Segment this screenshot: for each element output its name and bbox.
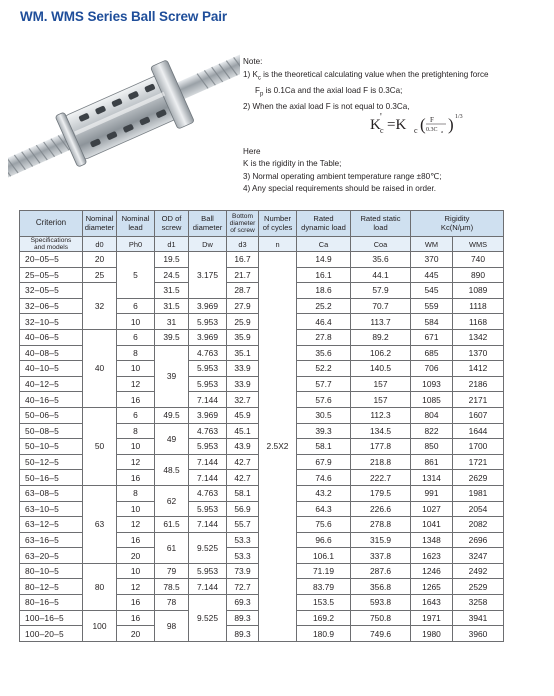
cell-od: 61 <box>155 532 189 563</box>
cell-ca: 64.3 <box>297 501 351 517</box>
cell-lead: 12 <box>117 454 155 470</box>
cell-model: 100–20–5 <box>20 626 83 642</box>
cell-ball: 5.953 <box>189 501 227 517</box>
cell-wm: 804 <box>411 407 453 423</box>
cell-d0: 50 <box>83 407 117 485</box>
cell-ball: 7.144 <box>189 470 227 486</box>
col-rated-dynamic: Rated dynamic load <box>297 211 351 237</box>
cell-d3: 73.9 <box>227 563 259 579</box>
cell-coa: 35.6 <box>351 252 411 268</box>
cell-wm: 861 <box>411 454 453 470</box>
cell-lead: 10 <box>117 314 155 330</box>
svg-text:0.3C: 0.3C <box>426 127 438 133</box>
cell-model: 25–05–5 <box>20 267 83 283</box>
col-rigidity: Rigidity Kc(N/μm) <box>411 211 504 237</box>
cell-lead: 8 <box>117 423 155 439</box>
cell-ca: 18.6 <box>297 283 351 299</box>
cell-d0: 32 <box>83 283 117 330</box>
cell-d3: 45.9 <box>227 407 259 423</box>
cell-coa: 177.8 <box>351 439 411 455</box>
cell-model: 40–08–5 <box>20 345 83 361</box>
cell-wm: 685 <box>411 345 453 361</box>
cell-lead: 20 <box>117 548 155 564</box>
cell-wm: 1971 <box>411 610 453 626</box>
cell-wms: 2186 <box>453 376 504 392</box>
cell-wm: 706 <box>411 361 453 377</box>
col-nominal-lead: Nominal lead <box>117 211 155 237</box>
cell-ca: 74.6 <box>297 470 351 486</box>
cell-lead: 16 <box>117 532 155 548</box>
sub-d3: d3 <box>227 237 259 252</box>
cell-lead: 6 <box>117 298 155 314</box>
svg-text:(: ( <box>420 115 426 134</box>
cell-od: 98 <box>155 610 189 641</box>
cell-coa: 70.7 <box>351 298 411 314</box>
cell-wm: 850 <box>411 439 453 455</box>
cell-ball: 4.763 <box>189 345 227 361</box>
cell-d0: 63 <box>83 485 117 563</box>
cell-ca: 75.6 <box>297 517 351 533</box>
cell-model: 50–06–5 <box>20 407 83 423</box>
cell-wms: 1118 <box>453 298 504 314</box>
cell-model: 63–08–5 <box>20 485 83 501</box>
svg-text:K: K <box>370 117 381 133</box>
cell-coa: 140.5 <box>351 361 411 377</box>
cell-wms: 2696 <box>453 532 504 548</box>
cell-model: 50–16–5 <box>20 470 83 486</box>
svg-text:': ' <box>380 112 382 123</box>
rigidity-formula <box>368 108 478 140</box>
cell-od: 39 <box>155 345 189 407</box>
cell-coa: 157 <box>351 376 411 392</box>
cell-od: 31.5 <box>155 298 189 314</box>
ball-screw-photo <box>8 36 240 194</box>
cell-wm: 1246 <box>411 563 453 579</box>
cell-wms: 2171 <box>453 392 504 408</box>
sub-wms: WMS <box>453 237 504 252</box>
cell-model: 63–16–5 <box>20 532 83 548</box>
cell-ball: 7.144 <box>189 454 227 470</box>
cell-lead: 12 <box>117 579 155 595</box>
cell-ca: 71.19 <box>297 563 351 579</box>
cell-coa: 226.6 <box>351 501 411 517</box>
cell-od: 31 <box>155 314 189 330</box>
sub-d0: d0 <box>83 237 117 252</box>
cell-ca: 58.1 <box>297 439 351 455</box>
cell-model: 63–10–5 <box>20 501 83 517</box>
cell-wms: 3247 <box>453 548 504 564</box>
cell-ball: 4.763 <box>189 485 227 501</box>
cell-od: 78 <box>155 595 189 611</box>
cell-coa: 112.3 <box>351 407 411 423</box>
cell-coa: 157 <box>351 392 411 408</box>
cell-ball: 5.953 <box>189 376 227 392</box>
cell-coa: 44.1 <box>351 267 411 283</box>
cell-ball: 9.525 <box>189 532 227 563</box>
cell-ca: 35.6 <box>297 345 351 361</box>
cell-ca: 30.5 <box>297 407 351 423</box>
cell-wms: 3258 <box>453 595 504 611</box>
cell-od: 24.5 <box>155 267 189 283</box>
cell-ball: 5.953 <box>189 361 227 377</box>
cell-model: 40–06–5 <box>20 329 83 345</box>
cell-d3: 21.7 <box>227 267 259 283</box>
cell-wm: 822 <box>411 423 453 439</box>
cell-ball: 5.953 <box>189 439 227 455</box>
sub-coa: Coa <box>351 237 411 252</box>
col-criterion: Criterion <box>20 211 83 237</box>
cell-wms: 1700 <box>453 439 504 455</box>
cell-ball: 3.175 <box>189 252 227 299</box>
cell-od: 62 <box>155 485 189 516</box>
cell-cycles: 2.5X2 <box>259 252 297 642</box>
cell-d3: 42.7 <box>227 454 259 470</box>
cell-d3: 32.7 <box>227 392 259 408</box>
cell-d3: 53.3 <box>227 532 259 548</box>
cell-ca: 46.4 <box>297 314 351 330</box>
cell-coa: 89.2 <box>351 329 411 345</box>
cell-wm: 1348 <box>411 532 453 548</box>
cell-d3: 53.3 <box>227 548 259 564</box>
cell-coa: 278.8 <box>351 517 411 533</box>
cell-lead: 12 <box>117 517 155 533</box>
sub-specs: Specifications and models <box>20 237 83 252</box>
cell-model: 63–20–5 <box>20 548 83 564</box>
cell-d3: 55.7 <box>227 517 259 533</box>
cell-od: 19.5 <box>155 252 189 268</box>
cell-ball: 3.969 <box>189 329 227 345</box>
cell-lead: 5 <box>117 252 155 299</box>
cell-coa: 134.5 <box>351 423 411 439</box>
cell-wms: 2629 <box>453 470 504 486</box>
cell-d3: 33.9 <box>227 376 259 392</box>
cell-ball: 3.969 <box>189 407 227 423</box>
spec-table <box>19 210 504 642</box>
cell-d0: 20 <box>83 252 117 268</box>
sub-ph0: Ph0 <box>117 237 155 252</box>
cell-wm: 1093 <box>411 376 453 392</box>
cell-lead: 16 <box>117 595 155 611</box>
cell-lead: 8 <box>117 345 155 361</box>
cell-d3: 72.7 <box>227 579 259 595</box>
cell-wms: 1721 <box>453 454 504 470</box>
cell-coa: 287.6 <box>351 563 411 579</box>
cell-coa: 315.9 <box>351 532 411 548</box>
cell-coa: 593.8 <box>351 595 411 611</box>
cell-d3: 25.9 <box>227 314 259 330</box>
cell-wm: 445 <box>411 267 453 283</box>
sub-dw: Dw <box>189 237 227 252</box>
cell-model: 63–12–5 <box>20 517 83 533</box>
cell-wms: 1981 <box>453 485 504 501</box>
cell-wm: 370 <box>411 252 453 268</box>
cell-wms: 1607 <box>453 407 504 423</box>
cell-d3: 45.1 <box>227 423 259 439</box>
cell-wm: 991 <box>411 485 453 501</box>
col-ball-diameter: Ball diameter <box>189 211 227 237</box>
cell-d0: 40 <box>83 329 117 407</box>
cell-ball: 5.953 <box>189 314 227 330</box>
cell-model: 100–16–5 <box>20 610 83 626</box>
cell-d3: 33.9 <box>227 361 259 377</box>
col-od-screw: OD of screw <box>155 211 189 237</box>
sub-ca: Ca <box>297 237 351 252</box>
cell-lead: 20 <box>117 626 155 642</box>
note-2: 2) When the axial load F is not equal to 0.3Ca, <box>243 102 410 111</box>
cell-lead: 6 <box>117 407 155 423</box>
cell-wms: 1412 <box>453 361 504 377</box>
cell-d3: 35.9 <box>227 329 259 345</box>
cell-ca: 57.6 <box>297 392 351 408</box>
page-title <box>20 9 227 24</box>
svg-text:c: c <box>414 126 418 135</box>
cell-wms: 3960 <box>453 626 504 642</box>
cell-d3: 89.3 <box>227 626 259 642</box>
cell-coa: 106.2 <box>351 345 411 361</box>
col-number-cycles: Number of cycles <box>259 211 297 237</box>
cell-od: 79 <box>155 563 189 579</box>
cell-od: 78.5 <box>155 579 189 595</box>
cell-model: 80–10–5 <box>20 563 83 579</box>
cell-wms: 740 <box>453 252 504 268</box>
cell-lead: 10 <box>117 501 155 517</box>
cell-model: 40–10–5 <box>20 361 83 377</box>
table-row <box>20 252 504 268</box>
svg-text:1/3: 1/3 <box>455 114 463 120</box>
svg-text:F: F <box>430 116 434 124</box>
cell-wms: 2082 <box>453 517 504 533</box>
cell-wm: 559 <box>411 298 453 314</box>
svg-text:c: c <box>380 126 384 135</box>
col-nominal-diameter: Nominal diameter <box>83 211 117 237</box>
note-1: 1) $K_c$ is the theoretical calculating value when the pretightening force <box>243 69 489 82</box>
col-bottom-diameter: Bottom diameter of screw <box>227 211 259 237</box>
cell-ca: 180.9 <box>297 626 351 642</box>
cell-lead: 16 <box>117 470 155 486</box>
cell-wm: 545 <box>411 283 453 299</box>
sub-d1: d1 <box>155 237 189 252</box>
cell-od: 49.5 <box>155 407 189 423</box>
cell-ball: 9.525 <box>189 595 227 642</box>
cell-wms: 2054 <box>453 501 504 517</box>
subheader-row <box>20 237 504 252</box>
title-code: WM. <box>20 9 48 24</box>
svg-text:=K: =K <box>387 117 407 133</box>
cell-ca: 43.2 <box>297 485 351 501</box>
cell-wm: 1085 <box>411 392 453 408</box>
note-1-cont: $F_p$ is 0.1Ca and the axial load F is 0.3Ca; <box>255 85 403 98</box>
note-here: Here <box>243 146 261 156</box>
cell-ca: 96.6 <box>297 532 351 548</box>
cell-ca: 39.3 <box>297 423 351 439</box>
cell-d3: 27.9 <box>227 298 259 314</box>
cell-ball: 5.953 <box>189 563 227 579</box>
cell-wm: 584 <box>411 314 453 330</box>
cell-wm: 1980 <box>411 626 453 642</box>
cell-d3: 43.9 <box>227 439 259 455</box>
cell-lead: 6 <box>117 329 155 345</box>
note-heading: Note: <box>243 57 263 66</box>
cell-d3: 56.9 <box>227 501 259 517</box>
cell-model: 80–16–5 <box>20 595 83 611</box>
cell-wm: 1314 <box>411 470 453 486</box>
cell-wm: 1643 <box>411 595 453 611</box>
cell-d3: 35.1 <box>227 345 259 361</box>
cell-d3: 89.3 <box>227 610 259 626</box>
cell-ball: 7.144 <box>189 579 227 595</box>
cell-ca: 14.9 <box>297 252 351 268</box>
cell-ca: 52.2 <box>297 361 351 377</box>
cell-coa: 113.7 <box>351 314 411 330</box>
cell-model: 40–16–5 <box>20 392 83 408</box>
cell-model: 50–08–5 <box>20 423 83 439</box>
note-3: 3) Normal operating ambient temperature range ±80℃; <box>243 171 442 181</box>
cell-d3: 69.3 <box>227 595 259 611</box>
cell-od: 31.5 <box>155 283 189 299</box>
cell-wms: 2529 <box>453 579 504 595</box>
cell-wms: 1644 <box>453 423 504 439</box>
cell-wm: 1623 <box>411 548 453 564</box>
cell-model: 40–12–5 <box>20 376 83 392</box>
cell-ball: 3.969 <box>189 298 227 314</box>
cell-d3: 42.7 <box>227 470 259 486</box>
cell-lead: 12 <box>117 376 155 392</box>
cell-ca: 106.1 <box>297 548 351 564</box>
cell-wm: 1027 <box>411 501 453 517</box>
cell-lead: 16 <box>117 392 155 408</box>
cell-d3: 58.1 <box>227 485 259 501</box>
cell-model: 32–06–5 <box>20 298 83 314</box>
note-4: 4) Any special requirements should be raised in order. <box>243 184 437 194</box>
cell-d0: 80 <box>83 563 117 610</box>
cell-lead: 10 <box>117 563 155 579</box>
cell-ca: 27.8 <box>297 329 351 345</box>
cell-model: 32–05–5 <box>20 283 83 299</box>
cell-coa: 337.8 <box>351 548 411 564</box>
cell-ca: 25.2 <box>297 298 351 314</box>
cell-ca: 16.1 <box>297 267 351 283</box>
cell-coa: 222.7 <box>351 470 411 486</box>
cell-ca: 169.2 <box>297 610 351 626</box>
cell-model: 20–05–5 <box>20 252 83 268</box>
cell-model: 50–10–5 <box>20 439 83 455</box>
cell-lead: 16 <box>117 610 155 626</box>
cell-ca: 67.9 <box>297 454 351 470</box>
cell-wms: 3941 <box>453 610 504 626</box>
cell-coa: 356.8 <box>351 579 411 595</box>
cell-lead: 10 <box>117 439 155 455</box>
cell-model: 32–10–5 <box>20 314 83 330</box>
cell-coa: 749.6 <box>351 626 411 642</box>
cell-coa: 179.5 <box>351 485 411 501</box>
cell-coa: 218.8 <box>351 454 411 470</box>
cell-wms: 1168 <box>453 314 504 330</box>
cell-ca: 153.5 <box>297 595 351 611</box>
cell-wms: 1370 <box>453 345 504 361</box>
cell-wms: 2492 <box>453 563 504 579</box>
cell-lead: 10 <box>117 361 155 377</box>
title-name: WMS Series Ball Screw Pair <box>51 9 228 24</box>
cell-wms: 1342 <box>453 329 504 345</box>
svg-text:a: a <box>441 129 443 134</box>
col-rated-static: Rated static load <box>351 211 411 237</box>
cell-coa: 750.8 <box>351 610 411 626</box>
cell-wms: 1089 <box>453 283 504 299</box>
cell-model: 80–12–5 <box>20 579 83 595</box>
cell-ca: 57.7 <box>297 376 351 392</box>
sub-wm: WM <box>411 237 453 252</box>
cell-ball: 7.144 <box>189 392 227 408</box>
cell-wms: 890 <box>453 267 504 283</box>
sub-n: n <box>259 237 297 252</box>
cell-wm: 1041 <box>411 517 453 533</box>
cell-lead: 8 <box>117 485 155 501</box>
cell-wm: 671 <box>411 329 453 345</box>
cell-ball: 7.144 <box>189 517 227 533</box>
cell-od: 49 <box>155 423 189 454</box>
cell-d3: 16.7 <box>227 252 259 268</box>
cell-model: 50–12–5 <box>20 454 83 470</box>
cell-od: 39.5 <box>155 329 189 345</box>
cell-d0: 100 <box>83 610 117 641</box>
cell-coa: 57.9 <box>351 283 411 299</box>
cell-ca: 83.79 <box>297 579 351 595</box>
svg-text:): ) <box>448 115 454 134</box>
cell-od: 48.5 <box>155 454 189 485</box>
note-k: K is the rigidity in the Table; <box>243 159 342 169</box>
cell-od: 61.5 <box>155 517 189 533</box>
cell-ball: 4.763 <box>189 423 227 439</box>
cell-d0: 25 <box>83 267 117 283</box>
cell-d3: 28.7 <box>227 283 259 299</box>
cell-wm: 1265 <box>411 579 453 595</box>
header-row <box>20 211 504 237</box>
